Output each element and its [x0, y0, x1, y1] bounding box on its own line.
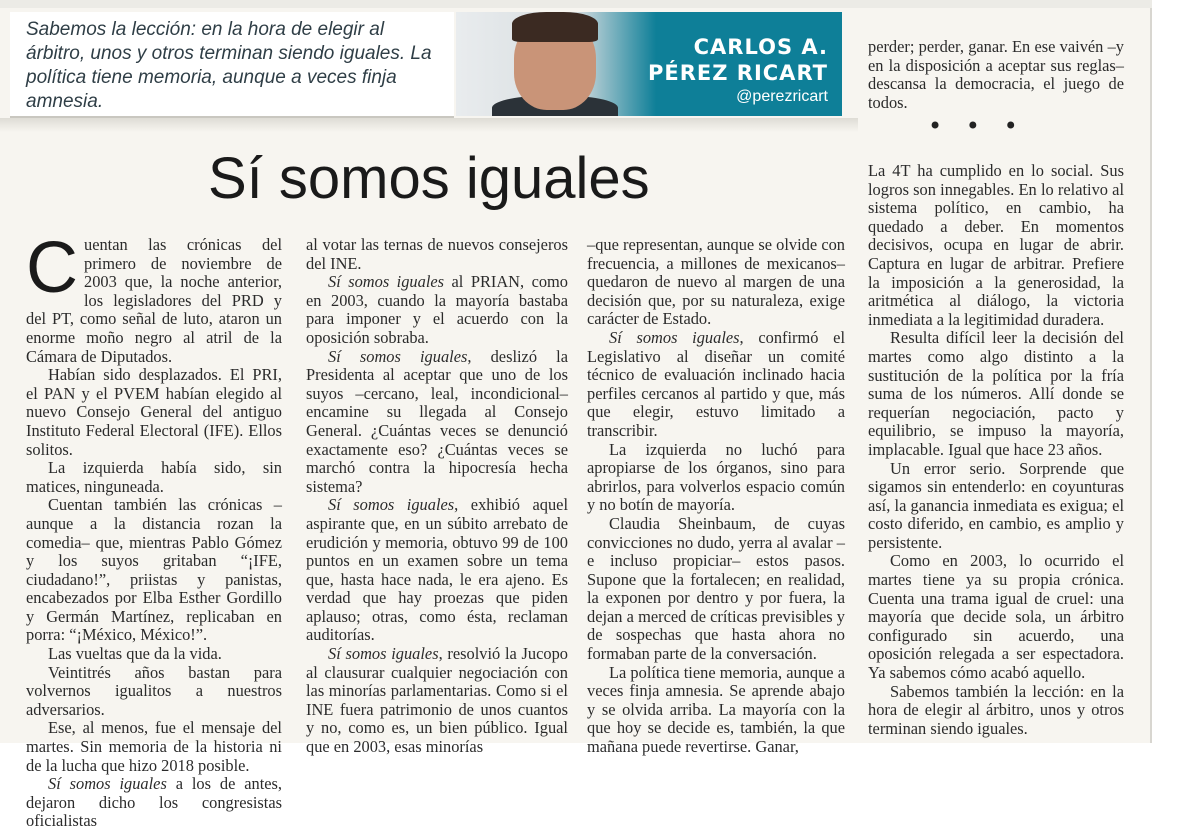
paragraph: [868, 329, 1124, 459]
paragraph: [868, 38, 1124, 112]
paragraph: [587, 236, 845, 329]
column-4-top: [868, 38, 1124, 112]
page-margin: [1152, 0, 1200, 743]
text-run: Cuentan también las crónicas –aunque a la distancia rozan la comedia– que, mientras Pablo Gómez y los suyos gritaban “¡IFE, ciudadano!”, priistas y panistas, encabezados por Elba Esther Gordillo y Germán Martínez, replicaban en porra: “¡México, México!”.: [26, 495, 282, 645]
text-run: La 4T ha cumplido en lo social. Sus logros son innegables. En lo relativo al sistema político, en cambio, ha quedado a deber. En momentos decisivos, ocupa en lugar de abrir. Captura en lugar de arbitrar. Prefiere la imposición a la generosidad, la aritmética al diálogo, la victoria inmediata a la legitimidad duradera.: [868, 161, 1124, 329]
text-run: , exhibió aquel aspirante que, en un súbito arrebato de erudición y memoria, obtuvo 99 de 100 puntos en un examen sobre un tema que, hasta hace nada, le era ajeno. Es verdad que hay proezas que piden aplauso; otras, como ésta, reclaman auditorías.: [306, 495, 569, 645]
text-run: –que representan, aunque se olvide con frecuencia, a millones de mexicanos– quedaron de nuevo al margen de una decisión que, por su naturaleza, exige carácter de Estado.: [587, 235, 845, 329]
paragraph: [868, 460, 1124, 553]
author-banner: [456, 12, 842, 116]
author-hair: [512, 12, 598, 42]
text-run: Veintitrés años bastan para volvernos igualitos a nuestros adversarios.: [26, 662, 282, 719]
paragraph: [306, 236, 568, 273]
column-4-bottom: [868, 162, 1124, 738]
headline: Sí somos iguales: [208, 146, 650, 211]
text-run: La izquierda había sido, sin matices, ninguneada.: [26, 458, 282, 496]
text-run: al votar las ternas de nuevos consejeros del INE.: [306, 235, 568, 273]
text-run: , deslizó la Presidenta al aceptar que uno de los suyos –cercano, leal, incondicional– encamine su llegada al Consejo General. ¿Cuántas veces se denunció exactamente eso? ¿Cuántas veces se marchó contra la hipocresía hecha sistema?: [306, 346, 568, 496]
section-separator: • • •: [928, 112, 1026, 140]
paragraph: [587, 441, 845, 515]
italic-phrase: Sí somos iguales: [328, 346, 468, 366]
paragraph: [26, 645, 282, 664]
paragraph: [306, 496, 568, 645]
text-run: La política tiene memoria, aunque a veces finja amnesia. Se aprende abajo y se olvida arriba. La mayoría con la que hoy se decide es, también, la que mañana puede revertirse. Ganar,: [587, 662, 845, 757]
author-name-line2: PÉREZ RICART: [648, 61, 828, 85]
paragraph: [26, 366, 282, 459]
header-shadow: [0, 118, 858, 132]
paragraph: [26, 459, 282, 496]
text-run: Un error serio. Sorprende que sigamos sin entenderlo: en coyunturas así, la ganancia inmediata es exigua; el costo diferido, en cambio, es amplio y persistente.: [868, 458, 1124, 552]
author-name: [648, 34, 828, 86]
paragraph: [306, 645, 568, 757]
text-run: Habían sido desplazados. El PRI, el PAN y el PVEM habían elegido al nuevo Consejo General del antiguo Instituto Federal Electoral (IFE). Ellos solitos.: [26, 365, 282, 459]
author-handle: @perezricart: [736, 88, 828, 105]
paragraph: [26, 228, 282, 366]
italic-phrase: Sí somos iguales: [328, 644, 439, 664]
paragraph: [587, 329, 845, 441]
text-run: a los de antes, dejaron dicho los congresistas oficialistas: [26, 774, 282, 831]
text-run: Claudia Sheinbaum, de cuyas convicciones no dudo, yerra al avalar –e incluso propiciar– estos pasos. Supone que la fortalecen; en realidad, la exponen por dentro y por fuera, la dejan a merced de críticas previsibles y de sospechas que hasta ahora no formaban parte de la conversación.: [587, 513, 845, 664]
pull-quote: Sabemos la lección: en la hora de elegir al árbitro, unos y otros terminan siendo iguales. La política tiene memoria, aunque a veces finja amnesia.: [26, 19, 432, 112]
text-run: Las vueltas que da la vida.: [48, 644, 222, 664]
paragraph: [306, 348, 568, 497]
text-run: Sabemos también la lección: en la hora de elegir al árbitro, unos y otros terminan siendo iguales.: [868, 681, 1124, 738]
text-run: Resulta difícil leer la decisión del martes como algo distinto a la sustitución de la política por la fría suma de los números. Allí donde se requerían negociación, pacto y equilibrio, se impuso la mayoría, implacable. Igual que hace 23 años.: [868, 328, 1124, 459]
text-run: perder; perder, ganar. En ese vaivén –y en la disposición a aceptar sus reglas– descansa la democracia, el juego de todos.: [868, 37, 1124, 112]
paragraph: [306, 273, 568, 347]
italic-phrase: Sí somos iguales: [609, 327, 740, 347]
column-1: [26, 228, 282, 831]
text-run: uentan las crónicas del primero de noviembre de 2003 que, la noche anterior, los legisladores del PRD y del PT, como señal de luto, ataron un enorme moño negro al atril de la Cámara de Diputados.: [26, 235, 282, 366]
text-run: Como en 2003, lo ocurrido el martes tiene ya su propia crónica. Cuenta una trama igual de cruel: una mayoría que decide sola, un árbitro configurado sin acuerdo, una oposición relegada a ser espectadora. Ya sabemos cómo acabó aquello.: [868, 551, 1124, 683]
italic-phrase: Sí somos iguales: [328, 272, 445, 292]
text-run: La izquierda no luchó para apropiarse de los órganos, sino para abrirlos, para volverlos espacio común y no botín de mayoría.: [587, 439, 845, 515]
author-photo: [456, 12, 656, 116]
text-run: , confirmó el Legislativo al diseñar un comité técnico de evaluación inclinado hacia perfiles cercanos al partido y que, más que elegir, estuvo limitado a transcribir.: [587, 327, 846, 440]
italic-phrase: Sí somos iguales: [328, 495, 455, 515]
paragraph: [868, 552, 1124, 682]
pull-quote-box: [10, 12, 454, 119]
text-run: Ese, al menos, fue el mensaje del martes. Sin memoria de la historia ni de la lucha que hizo 2018 posible.: [26, 718, 282, 775]
paragraph: [26, 719, 282, 775]
paragraph: [868, 683, 1124, 739]
paragraph: [26, 775, 282, 831]
paragraph: [868, 162, 1124, 329]
text-run: al PRIAN, como en 2003, cuando la mayoría bastaba para imponer y el acuerdo con la oposición sobraba.: [306, 272, 568, 347]
paragraph: [587, 515, 845, 664]
drop-cap: C: [26, 228, 78, 308]
italic-phrase: Sí somos iguales: [48, 774, 167, 794]
text-run: , resolvió la Jucopo al clausurar cualquier negociación con las minorías parlamentarias. Como si el INE fuera patrimonio de unos cuantos y no, como es, un bien público. Igual que en 2003, esas minorías: [306, 644, 568, 757]
top-strip: [0, 0, 1152, 8]
column-2: [306, 236, 568, 757]
paragraph: [26, 496, 282, 645]
paragraph: [26, 664, 282, 720]
author-name-line1: CARLOS A.: [693, 35, 828, 59]
column-3: [587, 236, 845, 757]
